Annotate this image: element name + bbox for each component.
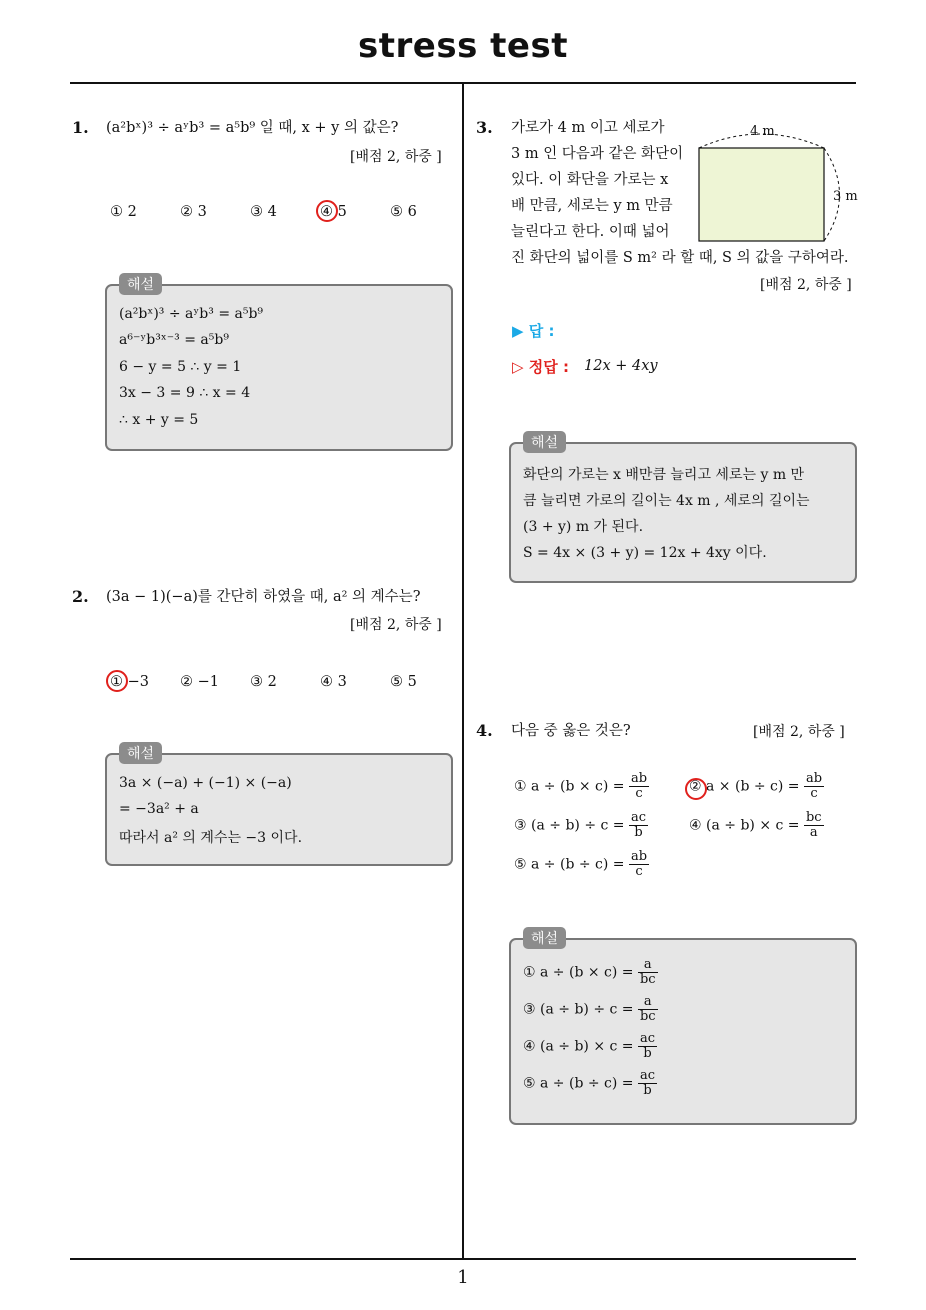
solution-label: ③ (a ÷ b) ÷ c =	[523, 1001, 634, 1018]
solution-label: ① a ÷ (b × c) =	[523, 964, 634, 981]
question-number: 1.	[72, 118, 89, 137]
score-label: [배점 2, 하중 ]	[350, 149, 442, 165]
solution-label: ④ (a ÷ b) × c =	[523, 1038, 634, 1055]
choice-4[interactable]: ④ 3	[320, 674, 347, 690]
choice-3[interactable]: ③ 2	[250, 674, 277, 690]
fraction	[638, 1032, 657, 1061]
answer-mark-circle	[106, 670, 128, 692]
solution-line	[523, 958, 658, 987]
solution-line: S = 4x × (3 + y) = 12x + 4xy 이다.	[523, 545, 767, 561]
choice-2[interactable]	[689, 772, 824, 801]
score-label: [배점 2, 하중 ]	[350, 617, 442, 633]
question-text: (3a − 1)(−a)를 간단히 하였을 때, a² 의 계수는?	[106, 589, 421, 605]
choice-4[interactable]: ④ 5	[320, 204, 347, 220]
denominator: bc	[639, 972, 656, 987]
correct-answer-label: ▷ 정답 :	[512, 358, 569, 376]
solution-line: 큼 늘리면 가로의 길이는 4x m , 세로의 길이는	[523, 493, 810, 509]
denominator: b	[634, 825, 643, 840]
denominator: c	[635, 864, 643, 879]
choice-1[interactable]: ① 2	[110, 204, 137, 220]
fraction	[638, 995, 658, 1024]
choice-2[interactable]: ② 3	[180, 204, 207, 220]
choice-label: ⑤ a ÷ (b ÷ c) =	[514, 856, 625, 873]
choice-5[interactable]: ⑤ 6	[390, 204, 417, 220]
choice-label: ② a × (b ÷ c) =	[689, 778, 800, 795]
numerator: ab	[630, 849, 648, 864]
page-number: 1	[457, 1267, 469, 1288]
solution-line: 3x − 3 = 9 ∴ x = 4	[119, 385, 251, 401]
solution-label: ⑤ a ÷ (b ÷ c) =	[523, 1075, 634, 1092]
numerator: ab	[630, 771, 648, 786]
solution-tag: 해설	[523, 431, 566, 453]
numerator: ab	[805, 771, 823, 786]
answer-prompt: ▶ 답 :	[512, 322, 555, 340]
denominator: b	[643, 1046, 652, 1061]
bottom-rule	[70, 1258, 856, 1260]
solution-tag: 해설	[119, 273, 162, 295]
choice-1[interactable]: ① −3	[110, 674, 149, 690]
solution-line	[523, 1069, 657, 1098]
fraction	[629, 772, 649, 801]
solution-tag: 해설	[119, 742, 162, 764]
solution-line: 따라서 a² 의 계수는 −3 이다.	[119, 830, 303, 846]
numerator: ac	[639, 1031, 656, 1046]
solution-line: (a²bˣ)³ ÷ aʸb³ = a⁵b⁹	[119, 306, 264, 322]
solution-line: (3 + y) m 가 된다.	[523, 519, 644, 535]
question-line: 가로가 4 m 이고 세로가	[511, 120, 665, 136]
numerator: a	[638, 958, 658, 973]
solution-box	[509, 938, 857, 1125]
question-line: 3 m 인 다음과 같은 화단이	[511, 146, 684, 162]
question-text: (a²bˣ)³ ÷ aʸb³ = a⁵b⁹ 일 때, x + y 의 값은?	[106, 120, 399, 136]
solution-line: ∴ x + y = 5	[119, 412, 199, 428]
height-label: 3 m	[833, 189, 858, 204]
solution-box	[105, 284, 453, 451]
choice-5[interactable]: ⑤ 5	[390, 674, 417, 690]
question-number: 4.	[476, 721, 493, 740]
question-line: 진 화단의 넓이를 S m² 라 할 때, S 의 값을 구하여라.	[511, 250, 849, 266]
choice-4[interactable]	[689, 811, 824, 840]
fraction	[629, 850, 649, 879]
numerator: a	[638, 995, 658, 1010]
solution-tag: 해설	[523, 927, 566, 949]
question-line: 배 만큼, 세로는 y m 만큼	[511, 198, 673, 214]
page-title: stress test	[358, 26, 568, 66]
fraction	[804, 772, 824, 801]
correct-answer-value: 12x + 4xy	[584, 358, 658, 374]
question-number: 3.	[476, 118, 493, 137]
denominator: a	[809, 825, 818, 840]
choice-label: ③ (a ÷ b) ÷ c =	[514, 817, 625, 834]
numerator: bc	[805, 810, 822, 825]
solution-line: 3a × (−a) + (−1) × (−a)	[119, 775, 292, 791]
solution-box	[105, 753, 453, 866]
choice-3[interactable]	[514, 811, 648, 840]
question-number: 2.	[72, 587, 89, 606]
solution-line	[523, 995, 658, 1024]
fraction	[629, 811, 648, 840]
denominator: b	[643, 1083, 652, 1098]
choice-2[interactable]: ② −1	[180, 674, 219, 690]
answer-mark-circle	[685, 778, 707, 800]
numerator: ac	[630, 810, 647, 825]
garden-figure	[690, 115, 860, 250]
fraction	[638, 958, 658, 987]
solution-line: 화단의 가로는 x 배만큼 늘리고 세로는 y m 만	[523, 467, 805, 483]
choice-1[interactable]	[514, 772, 649, 801]
solution-line	[523, 1032, 657, 1061]
denominator: c	[810, 786, 818, 801]
column-divider	[462, 83, 464, 1259]
choice-label: ④ (a ÷ b) × c =	[689, 817, 800, 834]
question-line: 있다. 이 화단을 가로는 x	[511, 172, 669, 188]
choice-3[interactable]: ③ 4	[250, 204, 277, 220]
garden-rectangle	[699, 148, 824, 241]
question-line: 늘린다고 한다. 이때 넓어	[511, 224, 670, 240]
denominator: c	[635, 786, 643, 801]
solution-box	[509, 442, 857, 583]
score-label: [배점 2, 하중 ]	[760, 277, 852, 293]
answer-mark-circle	[316, 200, 338, 222]
fraction	[804, 811, 824, 840]
question-text: 다음 중 옳은 것은?	[511, 723, 631, 739]
solution-line: 6 − y = 5 ∴ y = 1	[119, 359, 242, 375]
denominator: bc	[639, 1009, 656, 1024]
fraction	[638, 1069, 657, 1098]
choice-5[interactable]	[514, 850, 649, 879]
choice-label: ① a ÷ (b × c) =	[514, 778, 625, 795]
solution-line: = −3a² + a	[119, 801, 199, 817]
solution-line: a⁶⁻ʸb³ˣ⁻³ = a⁵b⁹	[119, 332, 229, 348]
score-label: [배점 2, 하중 ]	[753, 724, 845, 740]
width-label: 4 m	[750, 124, 775, 139]
numerator: ac	[639, 1068, 656, 1083]
